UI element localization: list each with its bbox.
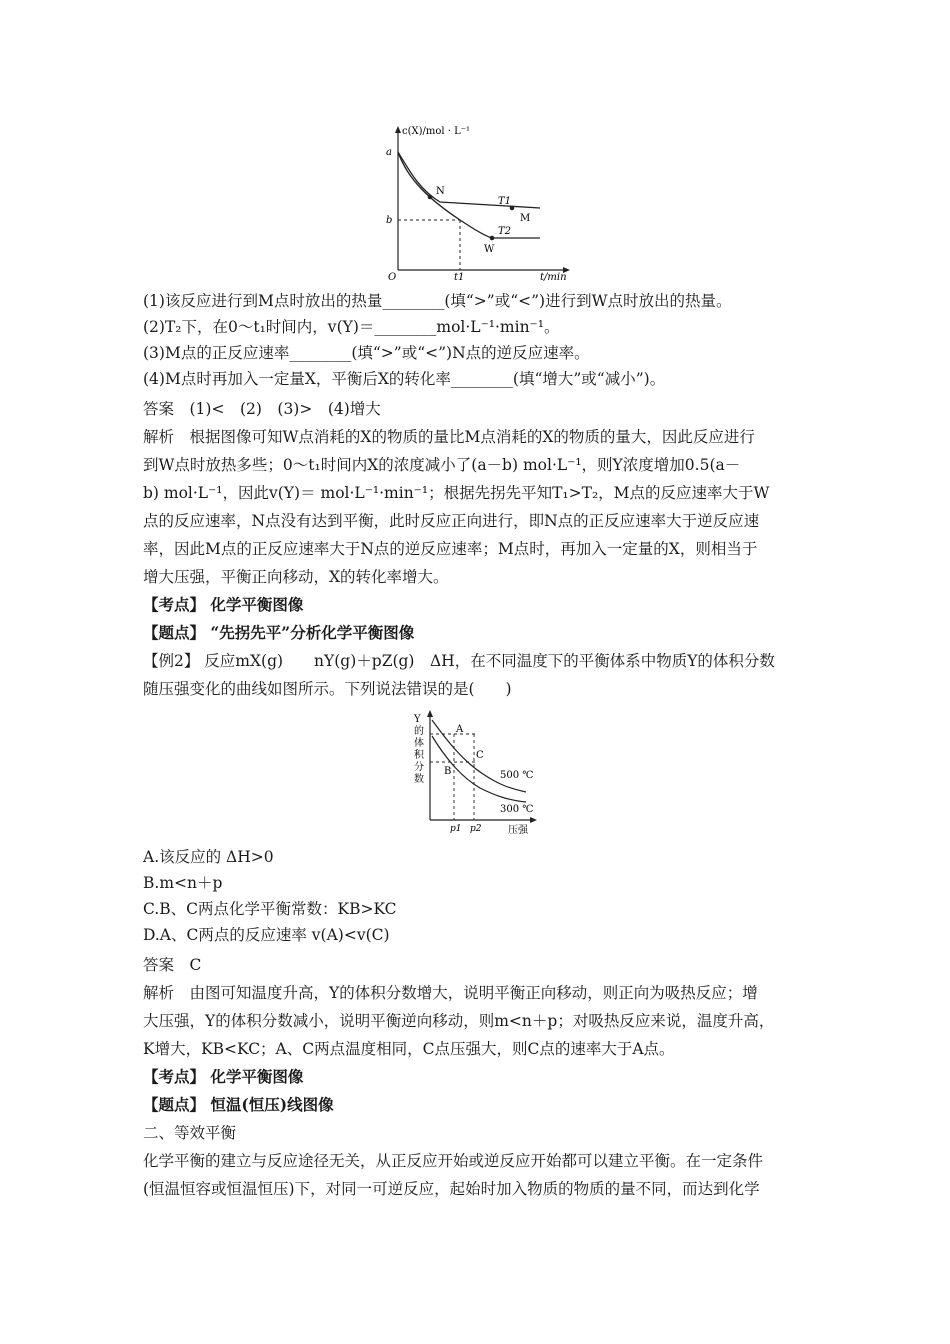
x-axis-label: t/min	[540, 272, 567, 282]
label-w: W	[484, 244, 495, 255]
answer-2: 答案 C	[143, 956, 202, 974]
label-t1: T1	[498, 196, 512, 207]
label-a: A	[456, 724, 464, 735]
analysis-line: 大压强，Y的体积分数减小，说明平衡逆向移动，则m<n＋p；对吸热反应来说，温度升高，	[143, 1012, 775, 1030]
label-m: M	[520, 213, 531, 224]
kaodian-1: 【考点】 化学平衡图像	[143, 595, 304, 614]
analysis-line: 解析 由图可知温度升高，Y的体积分数增大，说明平衡正向移动，则正向为吸热反应；增	[143, 984, 758, 1002]
analysis-line: 解析 根据图像可知W点消耗的X的物质的量比M点消耗的X的物质的量大，因此反应进行	[143, 428, 755, 446]
example-2-line: 【例2】 反应mX(g) nY(g)＋pZ(g) ΔH，在不同温度下的平衡体系中物质Y的体积分数	[143, 652, 775, 670]
y-axis-label: 体	[414, 738, 424, 749]
analysis-line: 到W点时放热多些；0～t₁时间内X的浓度减小了(a－b) mol·L⁻¹，则Y浓度增加0.5(a－	[143, 456, 741, 474]
label-c: C	[476, 750, 484, 761]
tidian-1: 【题点】 “先拐先平”分析化学平衡图像	[143, 623, 415, 642]
label-b: B	[444, 766, 452, 777]
option-d: D.A、C两点的反应速率 v(A)<v(C)	[143, 926, 390, 944]
y-axis-label: 积	[414, 750, 424, 761]
label-n: N	[436, 186, 445, 197]
analysis-line: b) mol·L⁻¹，因此v(Y)＝ mol·L⁻¹·min⁻¹；根据先拐先平知T₁>T₂，M点的反应速率大于W	[143, 484, 770, 502]
figure-volume-fraction-pressure	[408, 706, 548, 836]
origin-label: O	[388, 272, 397, 282]
y-axis-label: Y	[414, 714, 421, 725]
question-1: (1)该反应进行到M点时放出的热量________(填“>”或“<”)进行到W点时放出的热量。	[143, 292, 732, 310]
answer-1: 答案 (1)< (2) (3)> (4)增大	[143, 400, 381, 418]
x-tick-p1: p1	[450, 824, 462, 834]
y-axis-label: c(X)/mol · L⁻¹	[402, 126, 471, 137]
question-3: (3)M点的正反应速率________(填“>”或“<”)N点的逆反应速率。	[143, 344, 590, 362]
tidian-2: 【题点】 恒温(恒压)线图像	[143, 1095, 334, 1114]
x-tick-p2: p2	[470, 824, 482, 834]
label-t2: T2	[498, 226, 512, 237]
y-axis-label: 分	[414, 762, 424, 773]
x-axis-label: 压强	[508, 825, 528, 836]
option-b: B.m<n＋p	[143, 874, 223, 892]
analysis-line: 率，因此M点的正反应速率大于N点的逆反应速率；M点时，再加入一定量的X，则相当于	[143, 540, 758, 558]
curve-label-500: 500 ℃	[500, 770, 534, 781]
section-heading: 二、等效平衡	[143, 1124, 237, 1142]
analysis-line: 点的反应速率，N点没有达到平衡，此时反应正向进行，即N点的正反应速率大于逆反应速	[143, 512, 760, 530]
analysis-line: K增大，KB<KC；A、C两点温度相同，C点压强大，则C点的速率大于A点。	[143, 1040, 675, 1058]
kaodian-2: 【考点】 化学平衡图像	[143, 1067, 304, 1086]
x-tick-t1: t1	[454, 272, 465, 282]
paragraph-line: (恒温恒容或恒温恒压)下，对同一可逆反应，起始时加入物质的物质的量不同，而达到化学	[143, 1180, 760, 1198]
analysis-line: 增大压强，平衡正向移动，X的转化率增大。	[143, 568, 449, 586]
option-c: C.B、C两点化学平衡常数：KB>KC	[143, 900, 397, 918]
figure-concentration-time	[380, 122, 580, 282]
curve-label-300: 300 ℃	[500, 804, 534, 815]
question-2: (2)T₂下，在0～t₁时间内，v(Y)＝________mol·L⁻¹·min⁻¹。	[143, 318, 560, 336]
example-2-line: 随压强变化的曲线如图所示。下列说法错误的是( )	[143, 680, 512, 698]
question-4: (4)M点时再加入一定量X，平衡后X的转化率________(填“增大”或“减小”)。	[143, 370, 666, 388]
y-tick-a: a	[386, 147, 392, 158]
y-tick-b: b	[386, 215, 393, 226]
y-axis-label: 的	[414, 726, 424, 737]
y-axis-label: 数	[414, 774, 424, 785]
point-w	[490, 236, 495, 241]
option-a: A.该反应的 ΔH>0	[143, 848, 274, 866]
paragraph-line: 化学平衡的建立与反应途径无关，从正反应开始或逆反应开始都可以建立平衡。在一定条件	[143, 1152, 764, 1170]
point-n	[428, 195, 433, 200]
